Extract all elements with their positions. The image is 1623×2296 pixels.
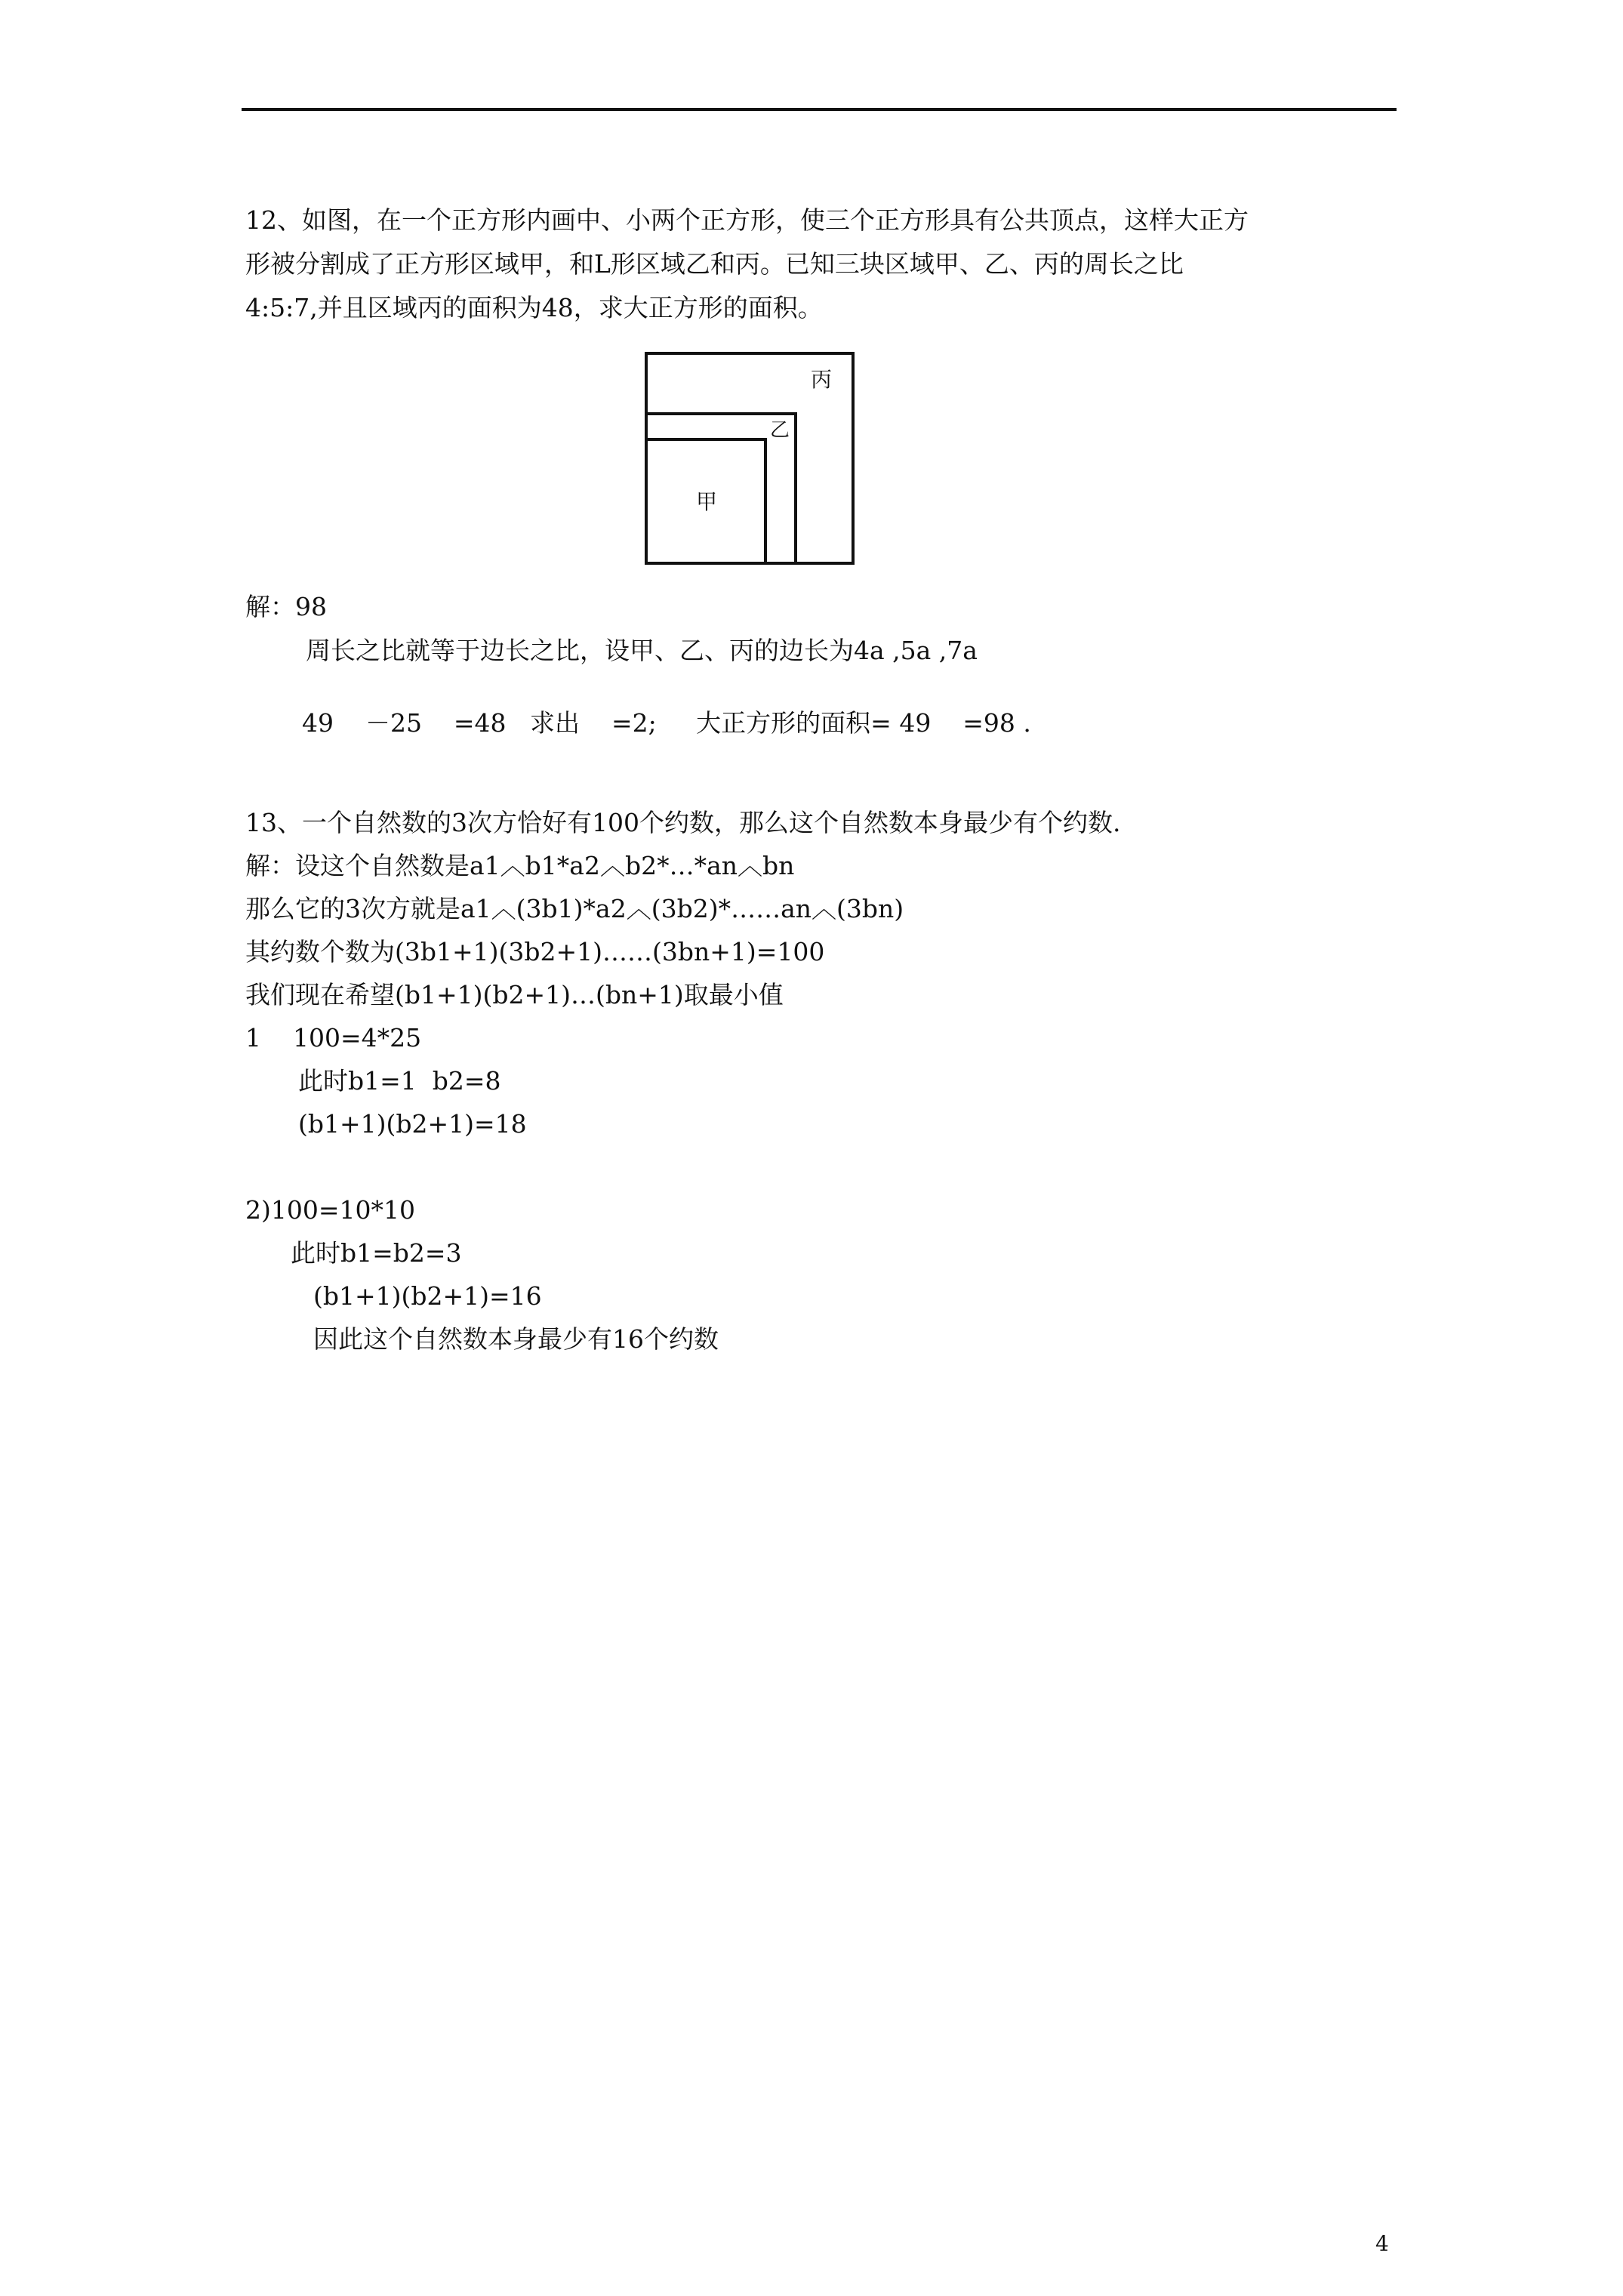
problem13-line-4: 我们现在希望(b1+1)(b2+1)…(bn+1)取最小值 xyxy=(245,980,784,1009)
region-yi-label: 乙 xyxy=(769,419,790,442)
problem12-solution-line-2: 49 －25 =48 求出 =2; 大正方形的面积= 49 =98 . xyxy=(302,708,1031,738)
problem13-line-11: 因此这个自然数本身最少有16个约数 xyxy=(313,1324,719,1354)
problem13-line-10: (b1+1)(b2+1)=16 xyxy=(313,1281,542,1311)
problem12-solution-line-1: 周长之比就等于边长之比，设甲、乙、丙的边长为4a ,5a ,7a xyxy=(306,636,978,665)
page-number: 4 xyxy=(1375,2231,1389,2256)
nested-squares-figure xyxy=(639,349,858,568)
problem13-line-2: 那么它的3次方就是a1︿(3b1)*a2︿(3b2)*……an︿(3bn) xyxy=(245,894,904,923)
problem12-question-line-1: 12、如图，在一个正方形内画中、小两个正方形，使三个正方形具有公共顶点，这样大正方 xyxy=(245,205,1249,235)
problem13-question: 13、一个自然数的3次方恰好有100个约数，那么这个自然数本身最少有个约数. xyxy=(245,808,1121,837)
problem13-line-9: 此时b1=b2=3 xyxy=(291,1238,462,1268)
region-bing-label: 丙 xyxy=(810,367,833,392)
problem13-line-5: 1 100=4*25 xyxy=(245,1023,422,1052)
problem13-line-1: 解：设这个自然数是a1︿b1*a2︿b2*…*an︿bn xyxy=(245,851,795,880)
problem13-line-6: 此时b1=1 b2=8 xyxy=(298,1066,501,1096)
problem12-question-line-2: 形被分割成了正方形区域甲，和L形区域乙和丙。已知三块区域甲、乙、丙的周长之比 xyxy=(245,249,1184,279)
problem12-question-line-3: 4:5:7,并且区域丙的面积为48，求大正方形的面积。 xyxy=(245,293,823,322)
region-jia-label: 甲 xyxy=(695,489,718,514)
header-rule xyxy=(242,108,1397,111)
problem13-line-7: (b1+1)(b2+1)=18 xyxy=(298,1109,527,1139)
problem13-line-3: 其约数个数为(3b1+1)(3b2+1)……(3bn+1)=100 xyxy=(245,937,825,966)
problem12-answer-label: 解：98 xyxy=(245,592,327,621)
problem13-line-8: 2)100=10*10 xyxy=(245,1195,415,1225)
